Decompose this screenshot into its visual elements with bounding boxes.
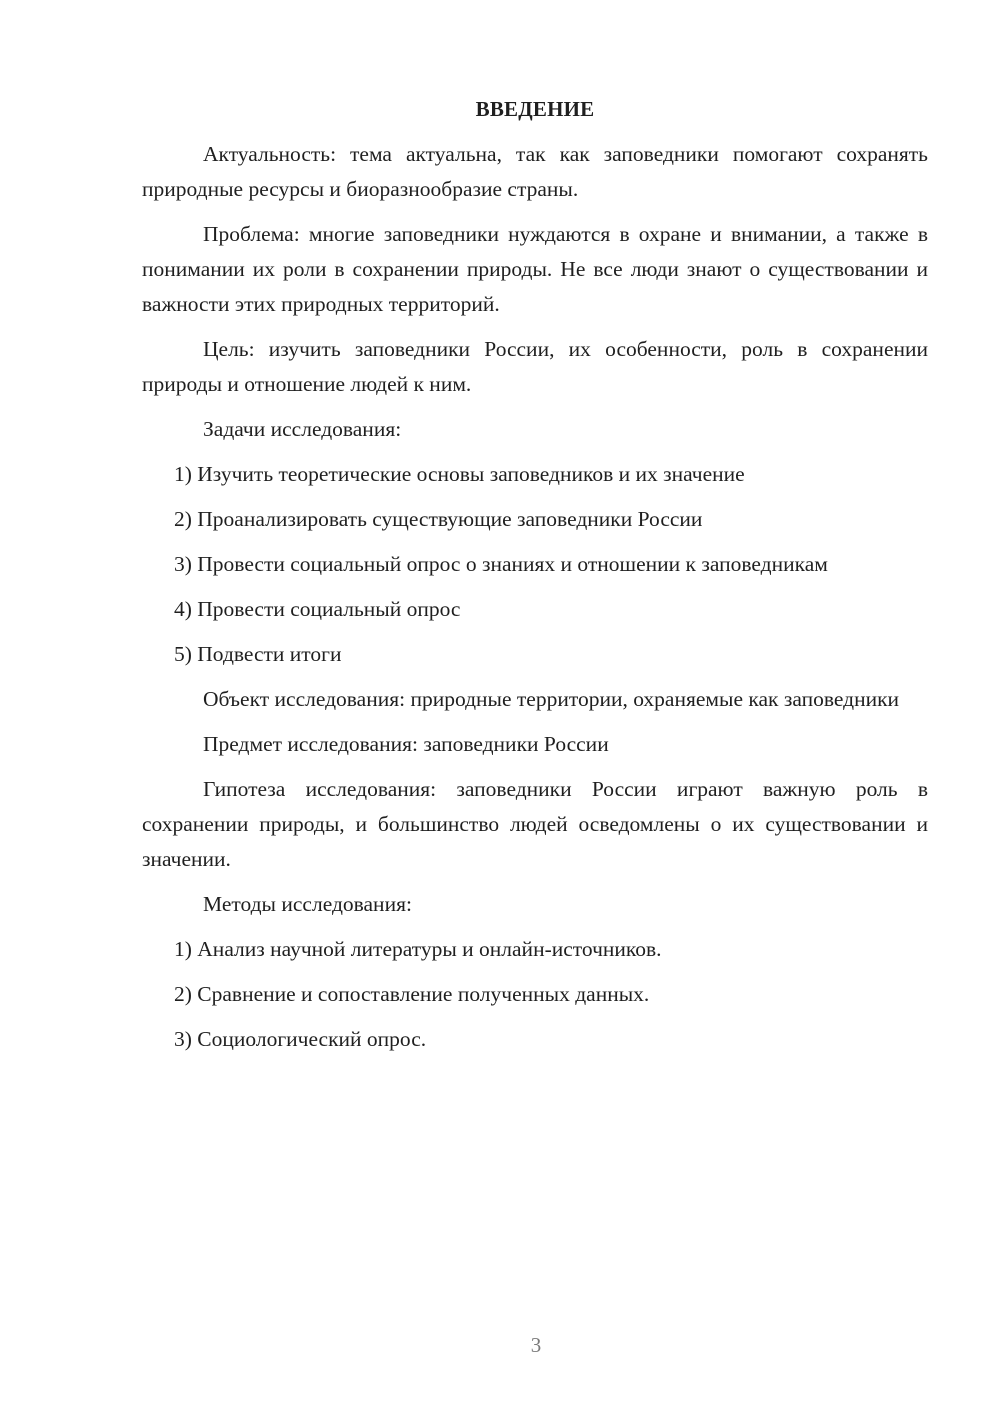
- task-item: 4) Провести социальный опрос: [174, 597, 461, 621]
- tasks-heading: Задачи исследования:: [203, 417, 402, 441]
- problem-paragraph: Проблема: многие заповедники нуждаются в охране и внимании, а также в понимании их роли в сохранении природы. Не все люди знают о существовании и важности этих природных территорий.: [142, 222, 928, 316]
- task-item: 2) Проанализировать существующие заповедники России: [174, 507, 703, 531]
- task-item: 5) Подвести итоги: [174, 642, 342, 666]
- relevance-paragraph: Актуальность: тема актуальна, так как заповедники помогают сохранять природные ресурсы и биоразнообразие страны.: [142, 142, 928, 201]
- page-content: [142, 92, 928, 1067]
- task-item: 1) Изучить теоретические основы заповедников и их значение: [174, 462, 745, 486]
- goal-paragraph: Цель: изучить заповедники России, их особенности, роль в сохранении природы и отношение людей к ним.: [142, 337, 928, 396]
- section-title: ВВЕДЕНИЕ: [475, 97, 595, 121]
- object-paragraph: Объект исследования: природные территории, охраняемые как заповедники: [203, 687, 900, 711]
- methods-heading: Методы исследования:: [203, 892, 412, 916]
- method-item: 2) Сравнение и сопоставление полученных данных.: [174, 982, 650, 1006]
- method-item: 1) Анализ научной литературы и онлайн-источников.: [174, 937, 662, 961]
- hypothesis-paragraph: Гипотеза исследования: заповедники России играют важную роль в сохранении природы, и большинство людей осведомлены о их существовании и значении.: [142, 777, 928, 871]
- subject-paragraph: Предмет исследования: заповедники России: [203, 732, 609, 756]
- method-item: 3) Социологический опрос.: [174, 1027, 427, 1051]
- task-item: 3) Провести социальный опрос о знаниях и отношении к заповедникам: [174, 552, 828, 576]
- page-number: 3: [530, 1333, 542, 1357]
